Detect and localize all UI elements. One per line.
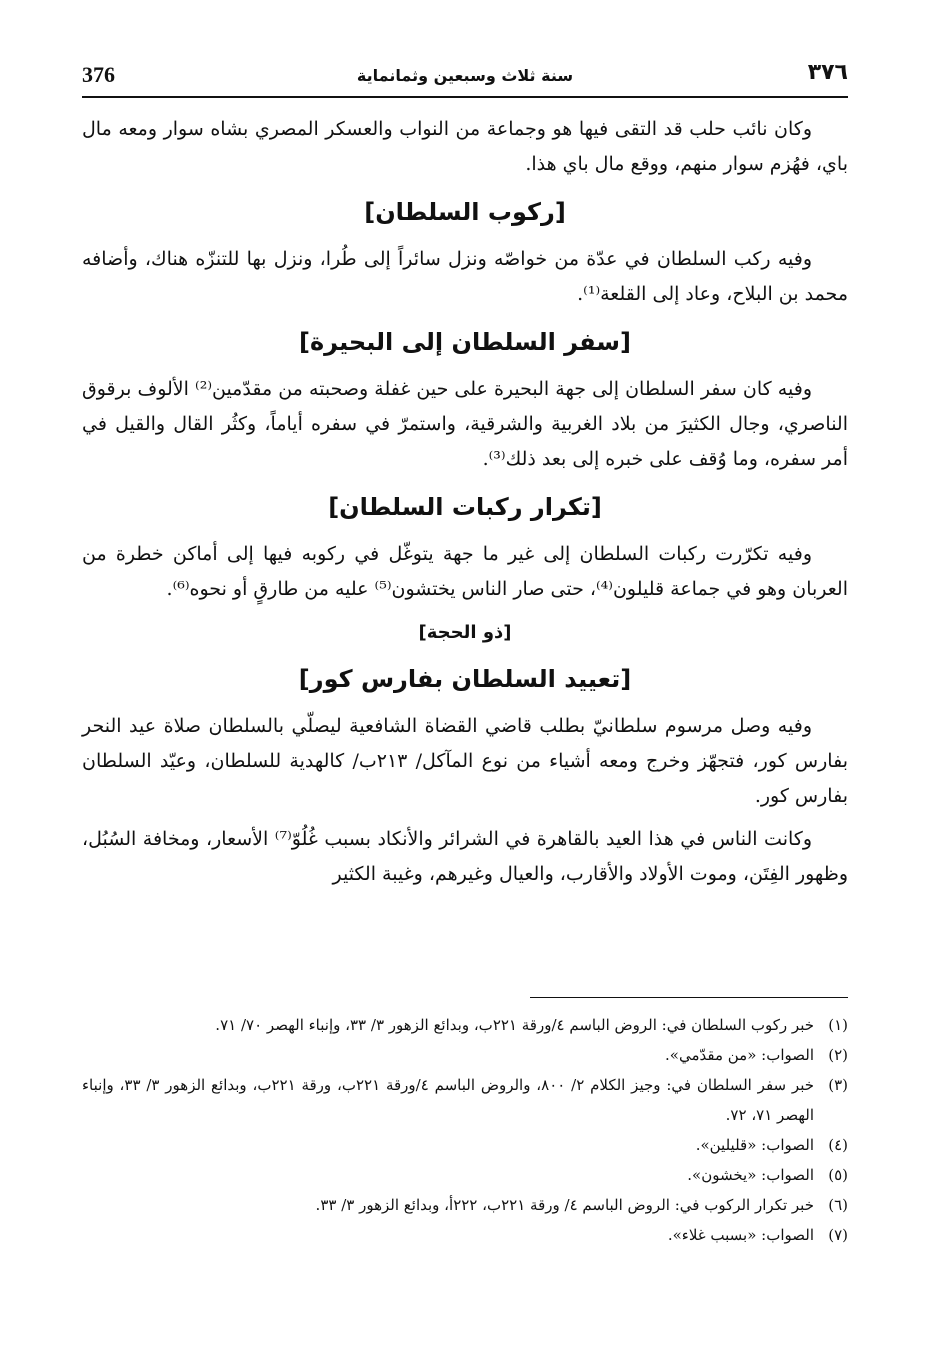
footnote-number: (٢) (828, 1046, 848, 1064)
footnote (82, 1130, 848, 1160)
footnote-separator (530, 997, 848, 998)
page-number-latin: 376 (82, 62, 115, 87)
footnote-number: (٥) (828, 1166, 848, 1184)
paragraph: وفيه ركب السلطان في عدّة من خواصّه ونزل سائراً إلى طُرا، ونزل بها للتنزّه هناك، وأضافه محمد بن البلاح، وعاد إلى القلعة⁽¹⁾. (82, 248, 848, 305)
footnote-text: خبر تكرار الركوب في: الروض الباسم ٤/ ورقة ٢٢١ب، ٢٢٢أ، وبدائع الزهور ٣/ ٣٣. (315, 1196, 814, 1214)
section-heading: [تعييد السلطان بفارس كور] (298, 665, 632, 693)
footnote (82, 1220, 848, 1250)
footnote-text: الصواب: «يخشون». (687, 1166, 814, 1184)
footnote-number: (٦) (828, 1196, 848, 1214)
footnote-text: الصواب: «بسبب غلاء». (667, 1226, 814, 1244)
page-number-arabic: ٣٧٦ (807, 60, 848, 85)
paragraph: وفيه وصل مرسوم سلطانيّ بطلب قاضي القضاة الشافعية ليصلّي بالسلطان صلاة عيد النحر بفارس كور، فتجهّز وخرج ومعه أشياء من نوع المآكل/ ٢١٣ب/ كالهدية للسلطان، وعيّد السلطان بفارس كور. (82, 715, 848, 807)
page-header (82, 58, 848, 98)
footnote-number: (٧) (828, 1226, 848, 1244)
footnote (82, 1040, 848, 1070)
footnote-text: الصواب: «من مقدّمي». (665, 1046, 814, 1064)
month-heading: [ذو الحجة] (418, 622, 512, 643)
footnote-text: الصواب: «قليلين». (695, 1136, 814, 1154)
footnote-text: خبر ركوب السلطان في: الروض الباسم ٤/ورقة ٢٢١ب، وبدائع الزهور ٣/ ٣٣، وإنباء الهصر ٧٠/ ٧١. (215, 1016, 814, 1034)
footnote (82, 1010, 848, 1040)
footnote (82, 1190, 848, 1220)
section-heading: [سفر السلطان إلى البحيرة] (299, 328, 631, 356)
paragraph: وكانت الناس في هذا العيد بالقاهرة في الشرائر والأنكاد بسبب غُلُوّ⁽⁷⁾ الأسعار، ومخافة السُبُل، وظهور الفِتَن، وموت الأولاد والأقارب، والعيال وغيرهم، وغيبة الكثير (82, 828, 848, 885)
footnote-number: (١) (828, 1016, 848, 1034)
footnote (82, 1070, 848, 1130)
section-heading: [تكرار ركبات السلطان] (328, 493, 602, 521)
paragraph: وفيه تكرّرت ركبات السلطان إلى غير ما جهة يتوغّل في ركوبه فيها إلى أماكن خطرة من العربان وهو في جماعة قليلون⁽⁴⁾، حتى صار الناس يختشون⁽⁵⁾ عليه من طارقٍ أو نحوه⁽⁶⁾. (82, 543, 848, 600)
footnote-number: (٤) (828, 1136, 848, 1154)
footnote-number: (٣) (828, 1076, 848, 1094)
main-text (82, 112, 848, 900)
section-heading: [ركوب السلطان] (364, 198, 566, 226)
footnote (82, 1160, 848, 1190)
footnotes (82, 1010, 848, 1250)
footnote-text: خبر سفر السلطان في: وجيز الكلام ٢/ ٨٠٠، والروض الباسم ٤/ورقة ٢٢١ب، ورقة ٢٢١ب، وبدائع الزهور ٣/ ٣٣، وإنباء الهصر ٧١، ٧٢. (82, 1076, 815, 1124)
paragraph: وفيه كان سفر السلطان إلى جهة البحيرة على حين غفلة وصحبته من مقدّمين⁽²⁾ الألوف برقوق الناصري، وجال الكثيرَ من بلاد الغربية والشرقية، واستمرّ في سفره أياماً، وكثُر القال والقيل في أمر سفره، وما وُقف على خبره إلى بعد ذلك⁽³⁾. (82, 378, 848, 470)
paragraph: وكان نائب حلب قد التقى فيها هو وجماعة من النواب والعسكر المصري بشاه سوار ومعه مال باي، فهُزم سوار منهم، ووقع مال باي هذا. (82, 118, 848, 175)
running-title: سنة ثلاث وسبعين وثمانماية (356, 66, 574, 85)
